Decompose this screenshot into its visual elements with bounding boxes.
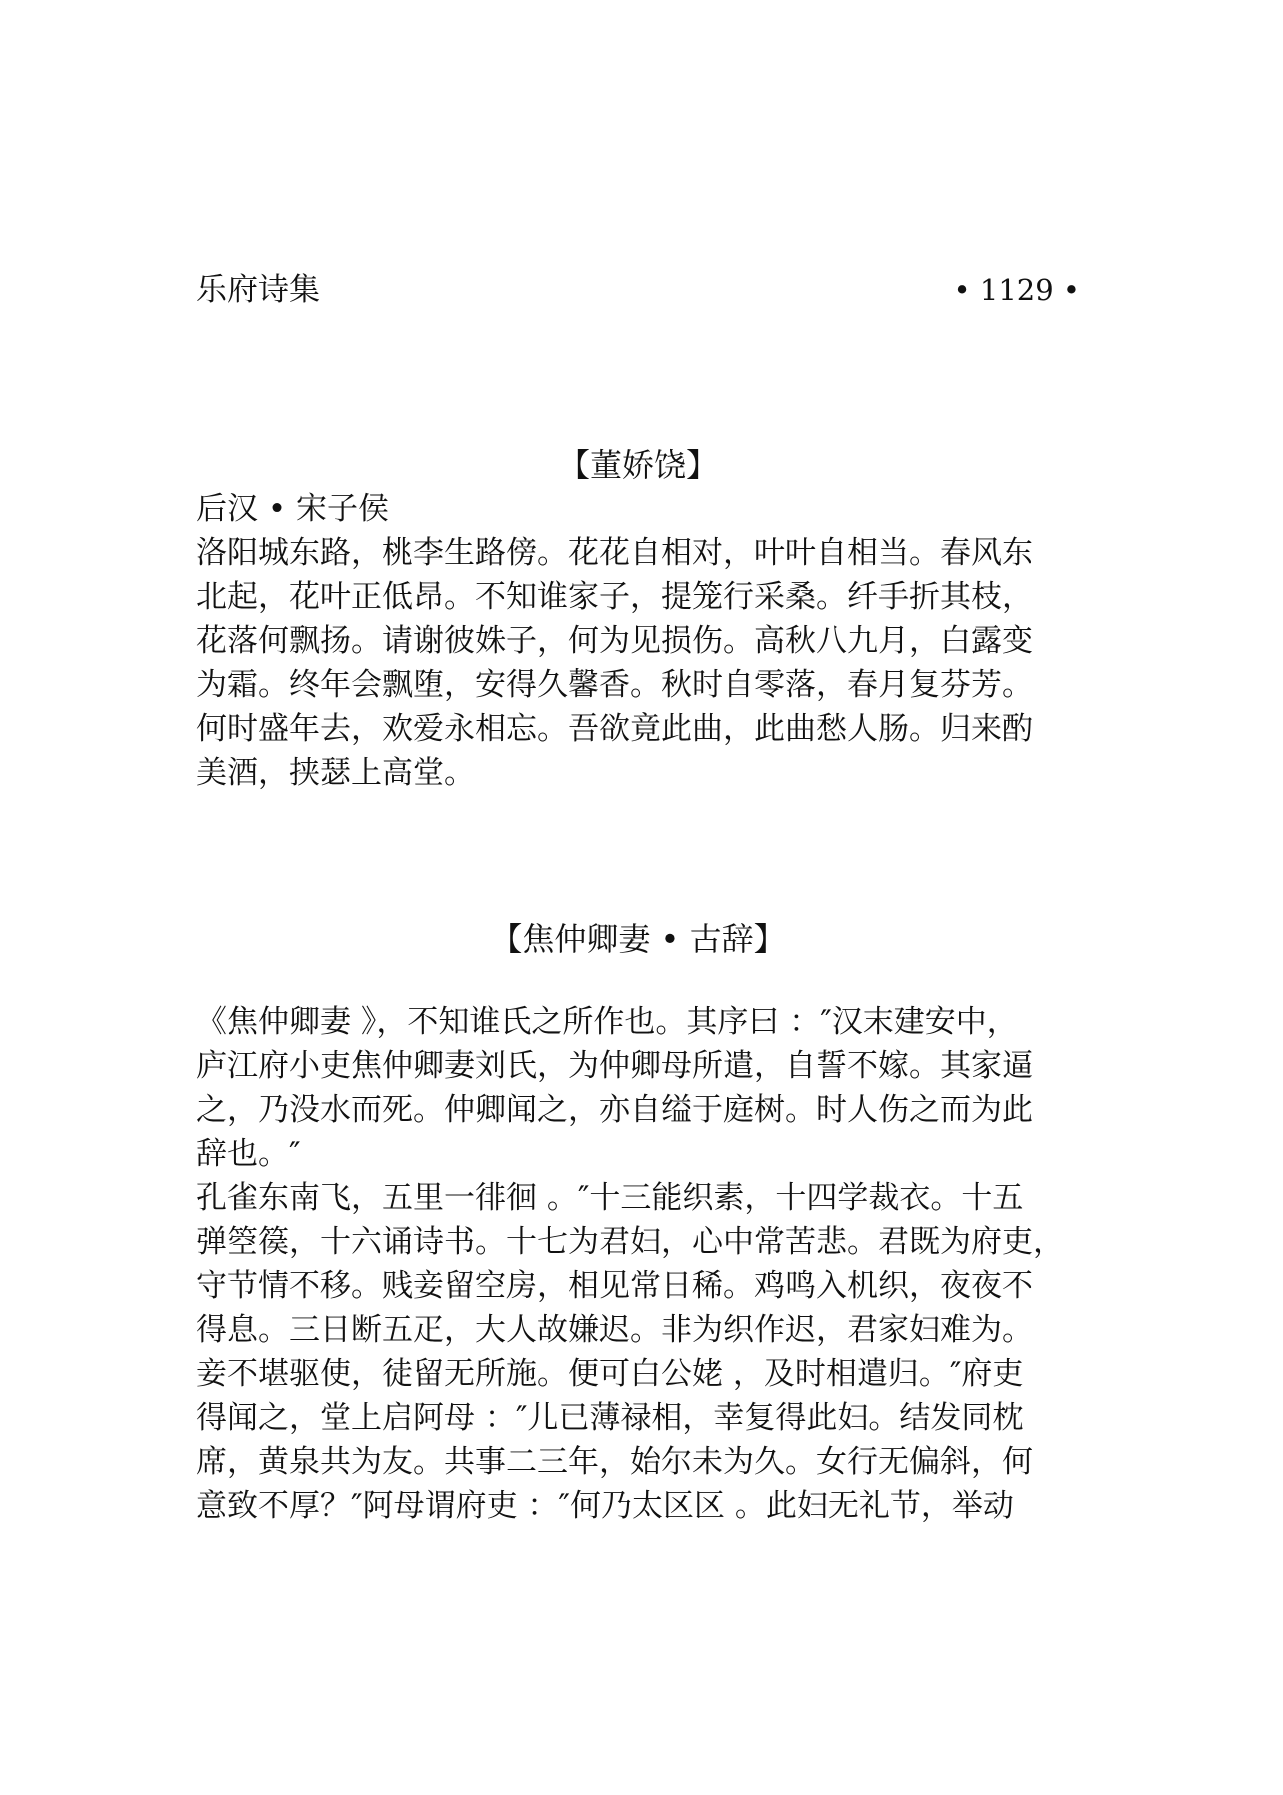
poem-body-jiao-zhong-qing-qi: [196, 1000, 1116, 1528]
author-line: 后汉 • 宋子侯: [196, 491, 389, 527]
poem-title-dong-jiao-rao: 【董娇饶】: [557, 446, 718, 484]
poem-line: 得息。三日断五疋，大人故嫌迟。非为织作迟，君家妇难为。: [196, 1312, 1033, 1348]
poem-line: 北起，花叶正低昂。不知谁家子，提笼行采桑。纤手折其枝，: [196, 579, 1033, 615]
poem-line: 意致不厚？″阿母谓府吏 ：″何乃太区区 。此妇无礼节，举动: [196, 1488, 1014, 1524]
poem-line: 守节情不移。贱妾留空房，相见常日稀。鸡鸣入机织，夜夜不: [196, 1268, 1033, 1304]
book-title: 乐府诗集: [196, 272, 320, 308]
poem-line: 何时盛年去，欢爱永相忘。吾欲竟此曲，此曲愁人肠。归来酌: [196, 711, 1033, 747]
preface-line: 辞也。″: [196, 1136, 301, 1172]
running-header: [196, 270, 1080, 310]
poem-body-dong-jiao-rao: [196, 487, 1116, 795]
poem-line: 席，黄泉共为友。共事二三年，始尔未为久。女行无偏斜，何: [196, 1444, 1033, 1480]
preface-line: 《焦仲卿妻 》，不知谁氏之所作也。其序曰 ：″汉末建安中，: [196, 1004, 1018, 1040]
poem-line: 洛阳城东路，桃李生路傍。花花自相对，叶叶自相当。春风东: [196, 535, 1033, 571]
poem-line: 弹箜篌，十六诵诗书。十七为君妇，心中常苦悲。君既为府吏，: [196, 1224, 1064, 1260]
poem-line: 妾不堪驱使，徒留无所施。便可白公姥 ，及时相遣归。″府吏: [196, 1356, 1024, 1392]
poem-title-jiao-zhong-qing-qi: 【焦仲卿妻 • 古辞】: [490, 920, 786, 958]
page-number: • 1129 •: [953, 273, 1080, 307]
poem-line: 花落何飘扬。请谢彼姝子，何为见损伤。高秋八九月，白露变: [196, 623, 1033, 659]
poem-line: 为霜。终年会飘堕，安得久馨香。秋时自零落，春月复芬芳。: [196, 667, 1033, 703]
poem-line: 孔雀东南飞，五里一徘徊 。″十三能织素，十四学裁衣。十五: [196, 1180, 1024, 1216]
preface-line: 之，乃没水而死。仲卿闻之，亦自缢于庭树。时人伤之而为此: [196, 1092, 1033, 1128]
poem-line: 美酒，挟瑟上高堂。: [196, 755, 475, 791]
poem-line: 得闻之，堂上启阿母 ：″儿已薄禄相，幸复得此妇。结发同枕: [196, 1400, 1024, 1436]
preface-line: 庐江府小吏焦仲卿妻刘氏，为仲卿母所遣，自誓不嫁。其家逼: [196, 1048, 1033, 1084]
